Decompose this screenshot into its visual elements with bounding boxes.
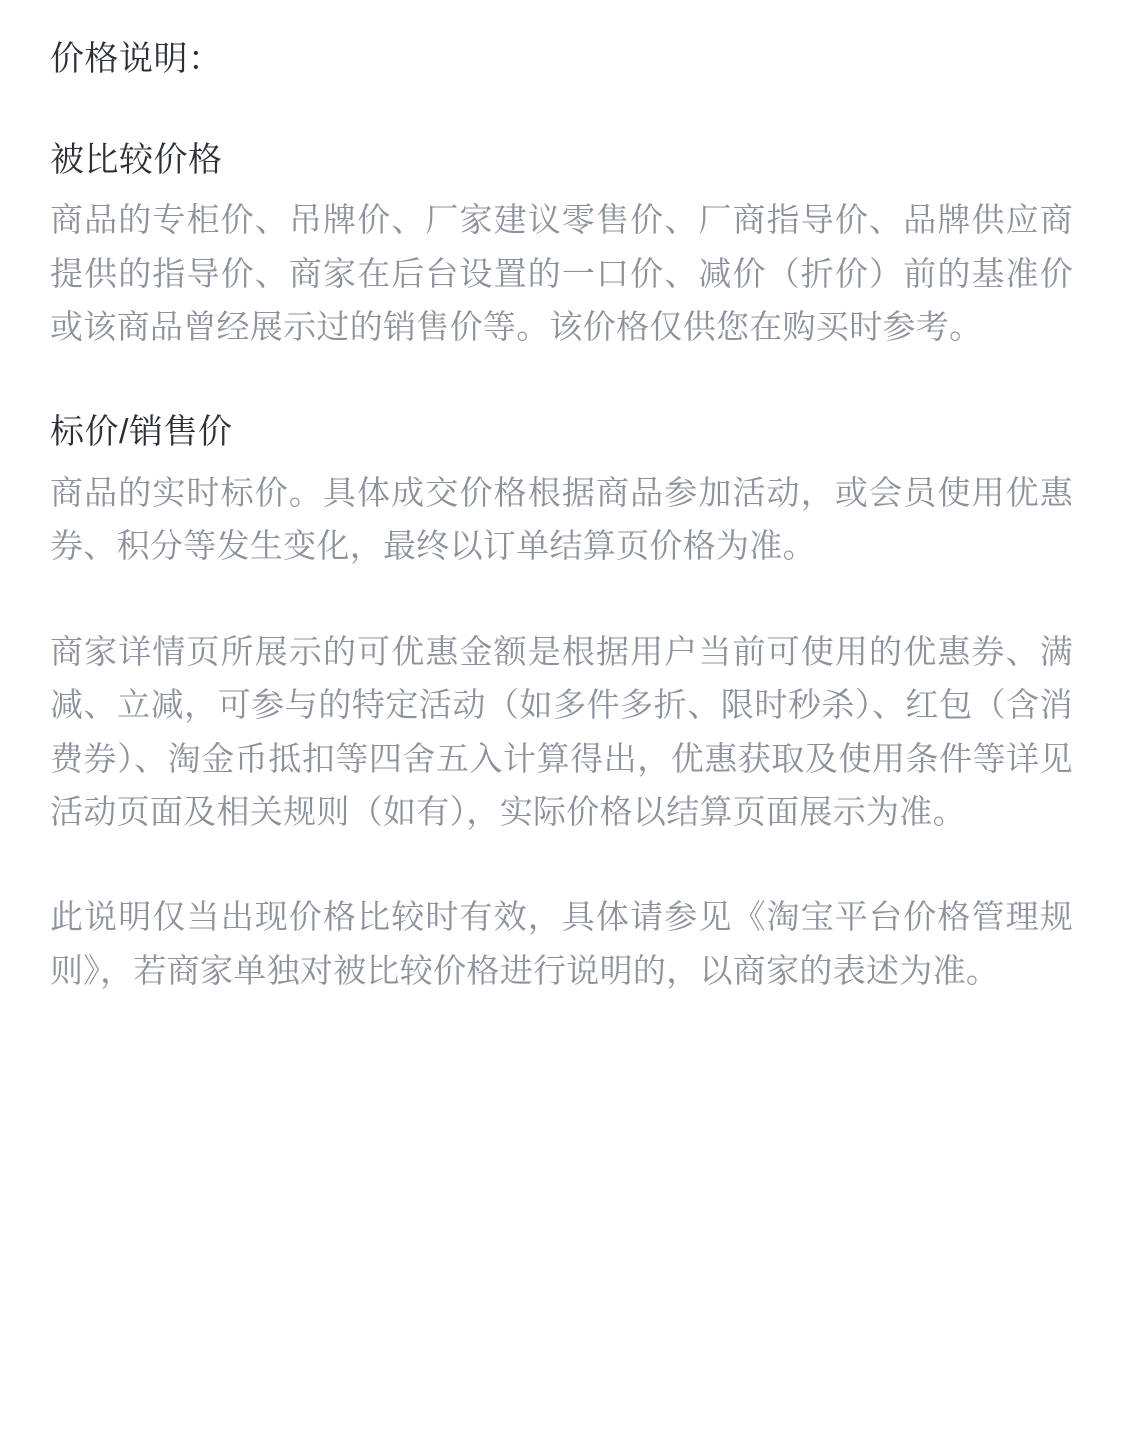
page-title: 价格说明： bbox=[50, 40, 223, 78]
section-paragraph-list-price-3: 此说明仅当出现价格比较时有效，具体请参见《淘宝平台价格管理规则》，若商家单独对被比较价格进行说明的，以商家的表述为准。 bbox=[50, 898, 1073, 989]
section-heading-list-price: 标价/销售价 bbox=[50, 412, 233, 451]
section-compared-price bbox=[50, 138, 1073, 354]
section-paragraph-list-price-2: 商家详情页所展示的可优惠金额是根据用户当前可使用的优惠券、满减、立减，可参与的特定活动（如多件多折、限时秒杀）、红包（含消费券）、淘金币抵扣等四舍五入计算得出，优惠获取及使用条件等详见活动页面及相关规则（如有），实际价格以结算页面展示为准。 bbox=[50, 632, 1073, 830]
section-paragraph-list-price-1: 商品的实时标价。具体成交价格根据商品参加活动，或会员使用优惠券、积分等发生变化，最终以订单结算页价格为准。 bbox=[50, 473, 1073, 565]
section-heading-compared-price: 被比较价格 bbox=[50, 140, 223, 179]
section-paragraph-compared-price: 商品的专柜价、吊牌价、厂家建议零售价、厂商指导价、品牌供应商提供的指导价、商家在后台设置的一口价、减价（折价）前的基准价或该商品曾经展示过的销售价等。该价格仅供您在购买时参考。 bbox=[50, 201, 1073, 346]
section-list-price bbox=[50, 410, 1073, 998]
